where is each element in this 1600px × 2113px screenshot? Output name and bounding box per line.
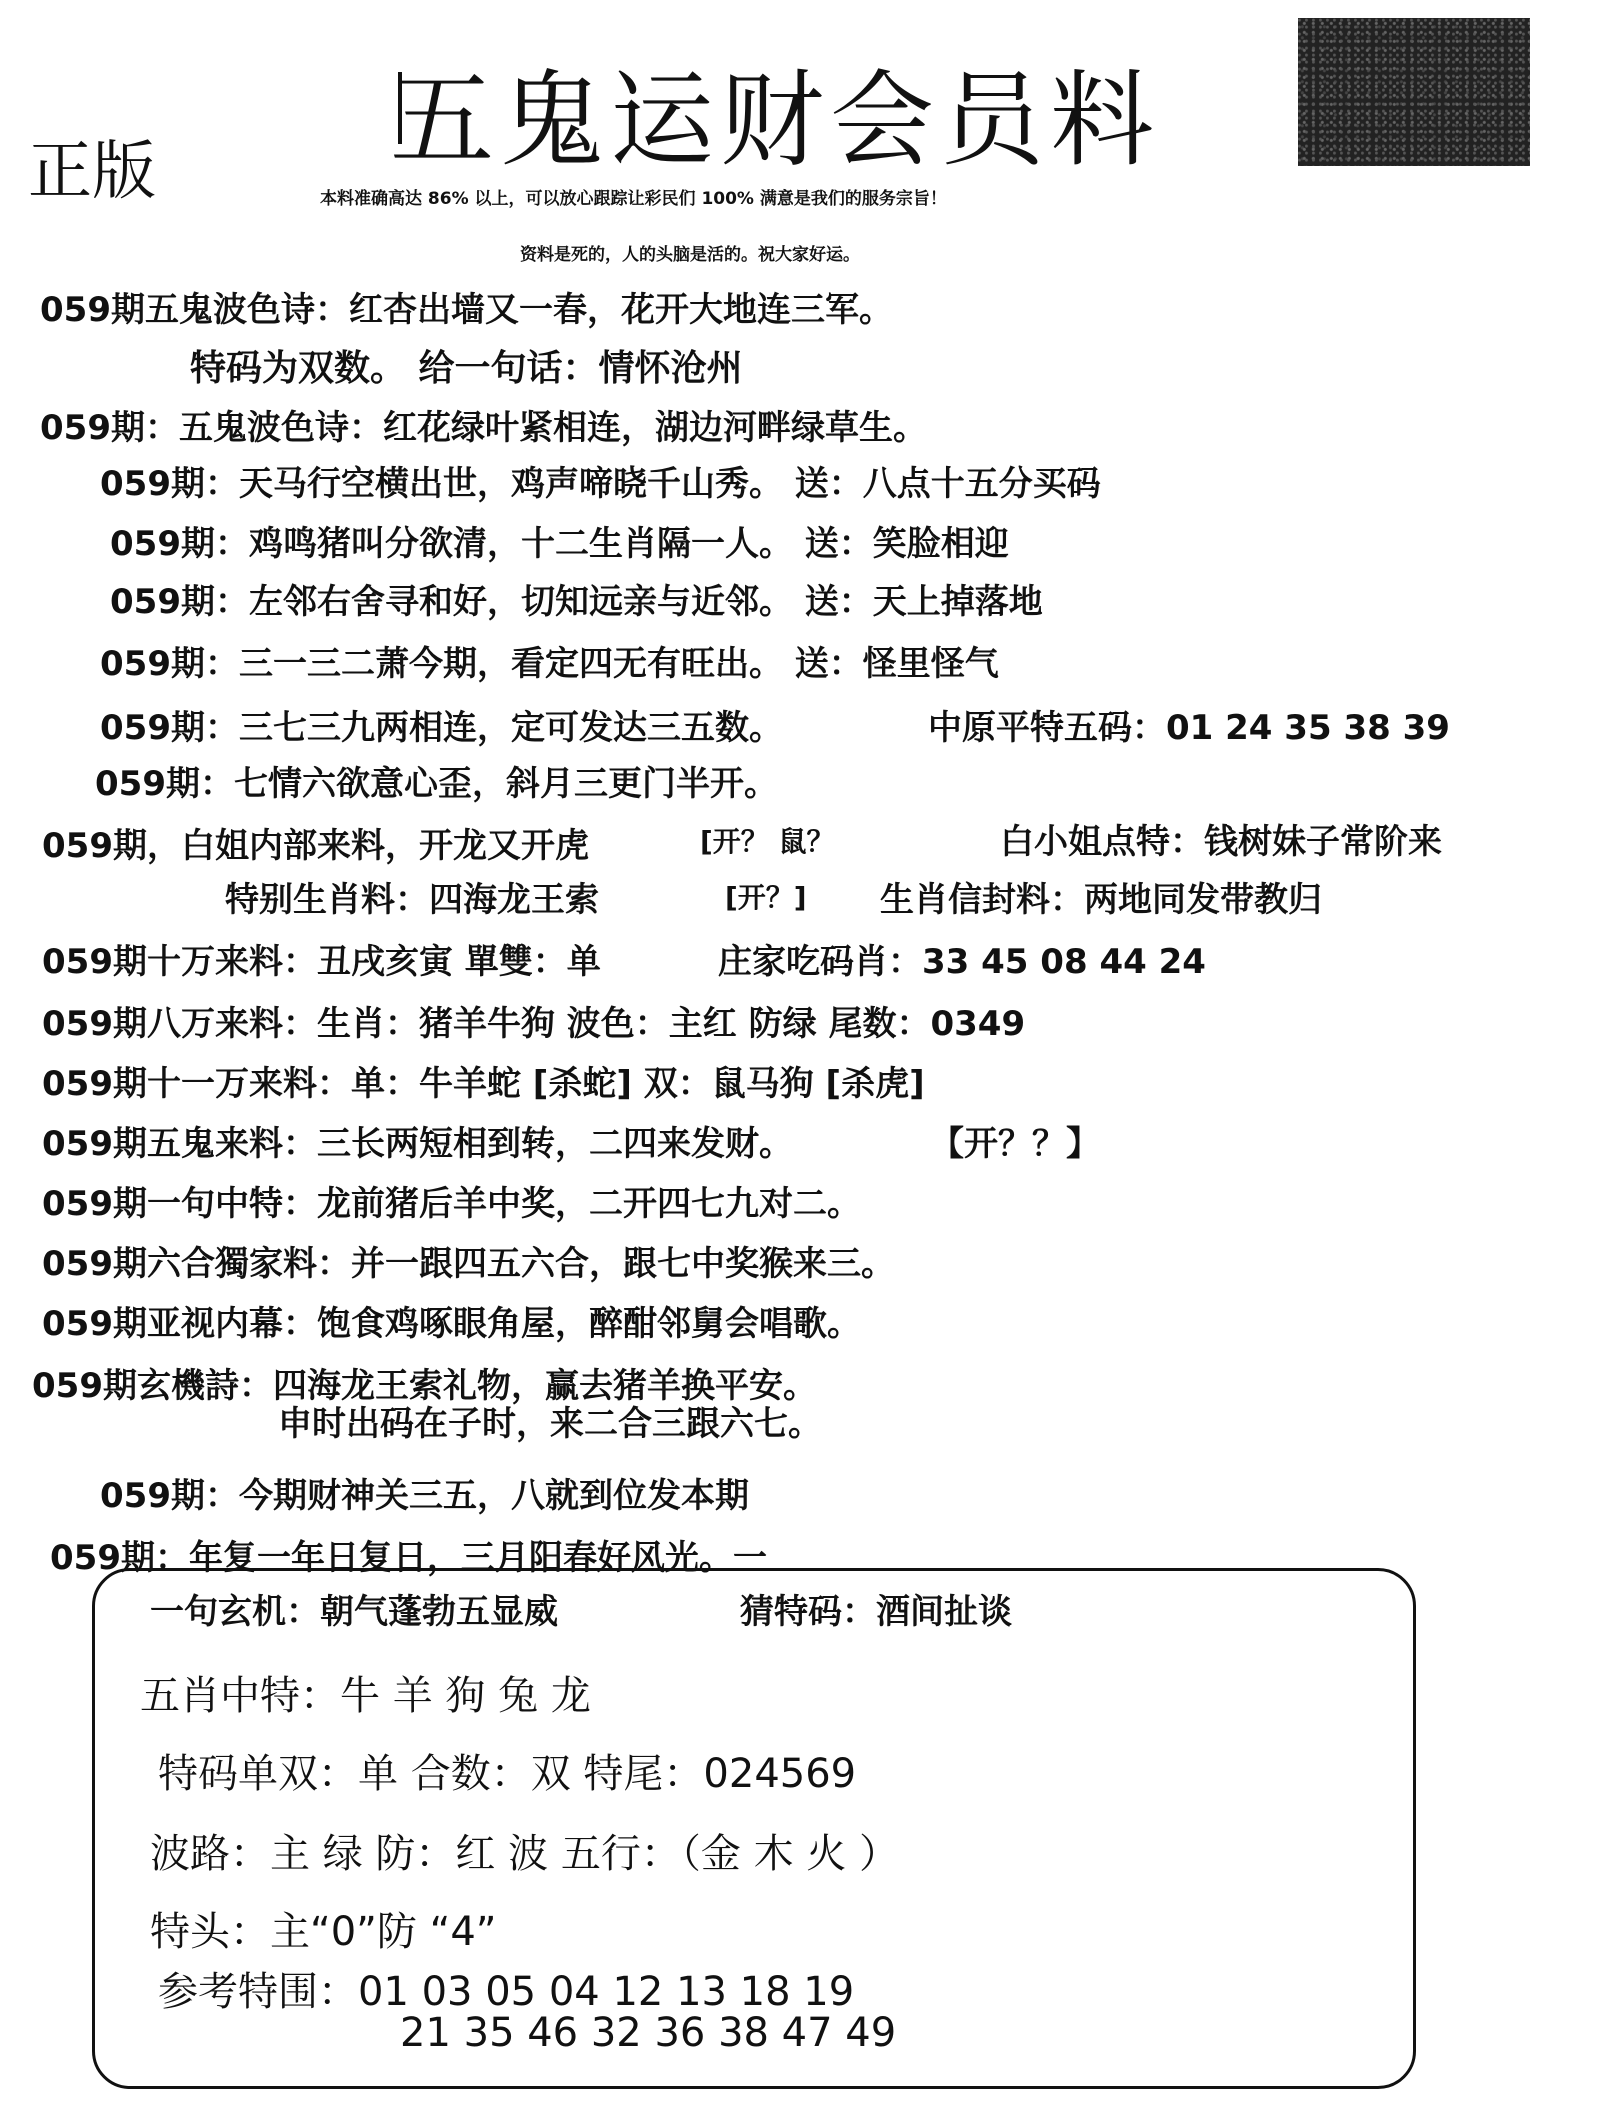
line-11-open: [开？]: [725, 881, 807, 914]
box-cai-tema: 猜特码：酒间扯谈: [740, 1592, 1012, 1632]
line-10: 059期，白姐内部来料，开龙又开虎: [42, 826, 589, 866]
line-11: 特别生肖料：四海龙王索: [225, 880, 599, 920]
line-9: 059期：七情六欲意心歪，斜月三更门半开。: [95, 764, 778, 804]
notice-line-2: 资料是死的，人的头脑是活的。祝大家好运。: [520, 245, 860, 265]
line-14: 059期十一万来料：单：牛羊蛇 [杀蛇] 双：鼠马狗 [杀虎]: [42, 1064, 925, 1104]
line-12-zhuangjia: 庄家吃码肖：33 45 08 44 24: [718, 942, 1206, 982]
line-3: 059期：五鬼波色诗：红花绿叶紧相连，湖边河畔绿草生。: [40, 408, 927, 448]
line-16: 059期一句中特：龙前猪后羊中奖，二开四七九对二。: [42, 1184, 861, 1224]
notice-line-1: 本料准确高达 86% 以上，可以放心跟踪让彩民们 100% 满意是我们的服务宗旨！: [320, 189, 947, 209]
line-11-envelope: 生肖信封料：两地同发带教归: [880, 880, 1322, 920]
line-2: 特码为双数。 给一句话：情怀沧州: [190, 348, 743, 389]
line-13: 059期八万来料：生肖：猪羊牛狗 波色：主红 防绿 尾数：0349: [42, 1004, 1026, 1044]
line-17: 059期六合獨家料：并一跟四五六合，跟七中奖猴来三。: [42, 1244, 895, 1284]
box-danshuang: 特码单双：单 合数：双 特尾：024569: [158, 1751, 857, 1797]
line-20: 059期：今期财神关三五，八就到位发本期: [100, 1476, 749, 1516]
page-title: 五鬼运财会员料: [390, 59, 1161, 181]
line-19: 059期玄機詩：四海龙王索礼物，赢去猪羊换平安。: [32, 1366, 817, 1406]
box-bolu: 波路：主 绿 防：红 波 五行：（金 木 火 ）: [150, 1831, 900, 1877]
edition-label: 正版: [28, 135, 156, 209]
line-18: 059期亚视内幕：饱食鸡啄眼角屋，醉酣邻舅会唱歌。: [42, 1304, 861, 1344]
pingte-line: 中原平特五码：01 24 35 38 39: [928, 708, 1450, 748]
box-xuanji: 一句玄机：朝气蓬勃五显威: [150, 1592, 558, 1632]
line-4: 059期：天马行空横出世，鸡声啼晓千山秀。 送：八点十五分买码: [100, 464, 1101, 504]
line-5: 059期：鸡鸣猪叫分欲清，十二生肖隔一人。 送：笑脸相迎: [110, 524, 1009, 564]
noise-stamp: [1298, 18, 1530, 166]
line-1: 059期五鬼波色诗：红杏出墙又一春，花开大地连三军。: [40, 290, 893, 330]
box-tewei-2: 21 35 46 32 36 38 47 49: [400, 2010, 897, 2056]
line-21: 059期：年复一年日复日，三月阳春好风光。一: [50, 1538, 767, 1578]
line-19b: 申时出码在子时，来二合三跟六七。: [278, 1404, 822, 1444]
line-7: 059期：三一三二萧今期，看定四无有旺出。 送：怪里怪气: [100, 644, 999, 684]
line-10-bxj: 白小姐点特：钱树妹子常阶来: [1000, 822, 1442, 862]
line-12: 059期十万来料：丑戌亥寅 單雙：单: [42, 942, 601, 982]
line-15-open: 【开？？】: [930, 1124, 1100, 1164]
line-6: 059期：左邻右舍寻和好，切知远亲与近邻。 送：天上掉落地: [110, 582, 1043, 622]
box-tetou: 特头：主“0”防 “4”: [150, 1909, 497, 1955]
box-tewei-1: 参考特围：01 03 05 04 12 13 18 19: [158, 1969, 855, 2015]
line-15: 059期五鬼来料：三长两短相到转，二四来发财。: [42, 1124, 793, 1164]
box-wuxiao: 五肖中特：牛 羊 狗 兔 龙: [140, 1673, 591, 1719]
line-8: 059期：三七三九两相连，定可发达三五数。: [100, 708, 783, 748]
line-10-open: [开？ 鼠？: [700, 825, 835, 858]
